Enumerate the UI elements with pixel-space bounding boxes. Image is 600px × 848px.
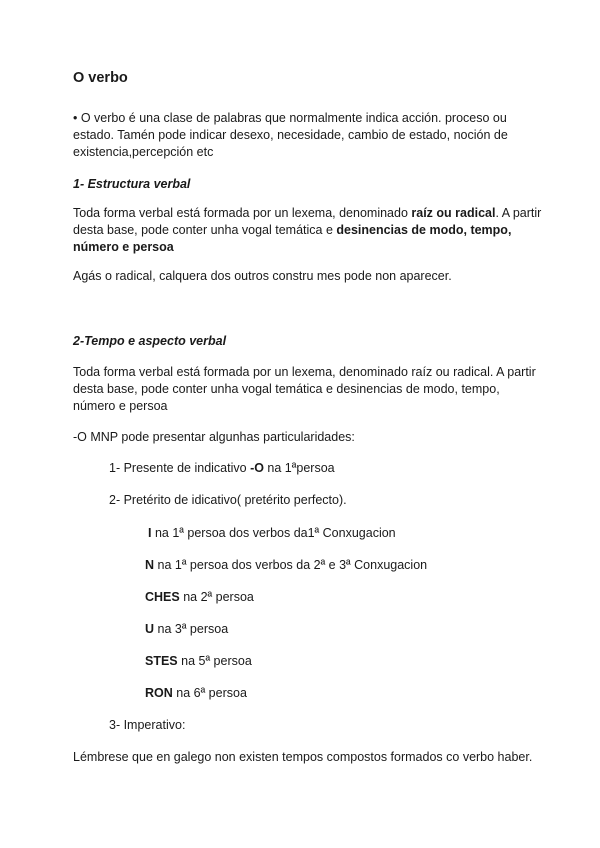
section1-heading: 1- Estructura verbal — [73, 177, 191, 191]
section2-p1-line-3: número e persoa — [73, 399, 168, 413]
section1-p1-line-1: Toda forma verbal está formada por un lexema, denominado raíz ou radical. A partir — [73, 206, 542, 220]
section1-p2: Agás o radical, calquera dos outros constru mes pode non aparecer. — [73, 269, 452, 283]
section1-p1-line-2: desta base, pode conter unha vogal temática e desinencias de modo, tempo, — [73, 223, 512, 237]
subitem-6: RON na 6ª persoa — [145, 686, 247, 700]
intro-line-2: estado. Tamén pode indicar desexo, necesidade, cambio de estado, noción de — [73, 128, 508, 142]
section2-p1-line-2: desta base, pode conter unha vogal temática e desinencias de modo, tempo, — [73, 382, 500, 396]
intro-line-3: existencia,percepción etc — [73, 145, 214, 159]
page-title: O verbo — [73, 70, 128, 86]
subitem-5: STES na 5ª persoa — [145, 654, 252, 668]
list-item-1: 1- Presente de indicativo -O na 1ªpersoa — [109, 461, 335, 475]
closing-paragraph: Lémbrese que en galego non existen tempos compostos formados co verbo haber. — [73, 750, 533, 764]
section2-p1-line-1: Toda forma verbal está formada por un lexema, denominado raíz ou radical. A partir — [73, 365, 536, 379]
bold-term-raiz: raíz ou radical — [411, 206, 496, 220]
section1-p1-line-3: número e persoa — [73, 240, 174, 254]
bold-term-desinencias: desinencias de modo, tempo, — [336, 223, 512, 237]
subitem-1: I na 1ª persoa dos verbos da1ª Conxugacion — [148, 526, 396, 540]
list-item-2: 2- Pretérito de idicativo( pretérito perfecto). — [109, 493, 347, 507]
section2-heading: 2-Tempo e aspecto verbal — [73, 334, 227, 348]
subitem-3: CHES na 2ª persoa — [145, 590, 254, 604]
intro-line-1: • O verbo é una clase de palabras que normalmente indica acción. proceso ou — [73, 111, 507, 125]
list-item-3: 3- Imperativo: — [109, 718, 186, 732]
subitem-4: U na 3ª persoa — [145, 622, 229, 636]
bullet-icon: • — [73, 111, 78, 125]
subitem-2: N na 1ª persoa dos verbos da 2ª e 3ª Conxugacion — [145, 558, 428, 572]
section2-p2: -O MNP pode presentar algunhas particularidades: — [73, 430, 355, 444]
